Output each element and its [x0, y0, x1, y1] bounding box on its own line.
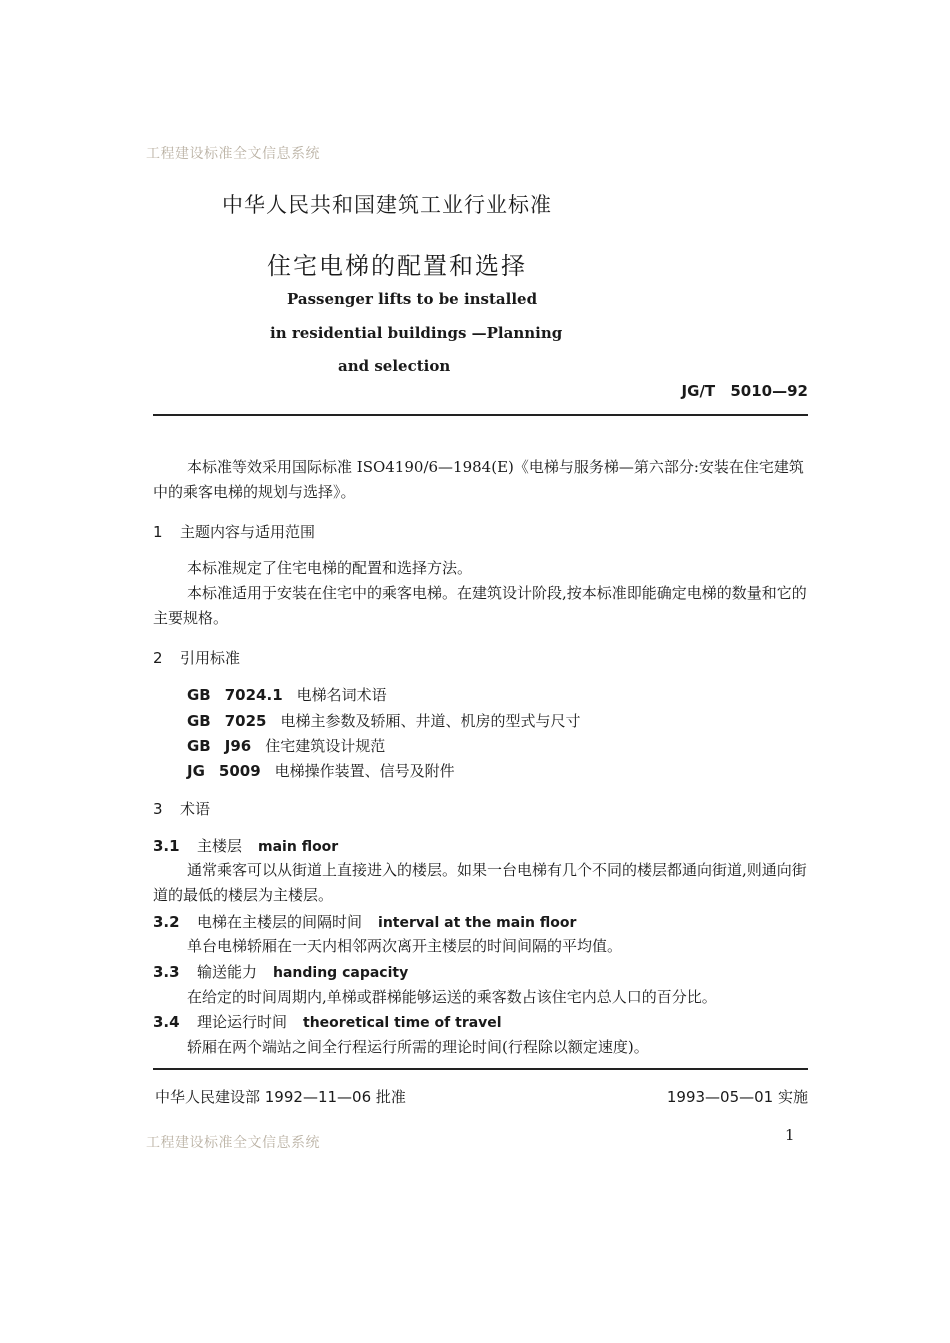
- ref-code: GB: [187, 712, 211, 730]
- intro-paragraph: 本标准等效采用国际标准 ISO4190/6—1984(E)《电梯与服务梯—第六部分:安装在住宅建筑中的乘客电梯的规划与选择》。: [153, 458, 804, 501]
- term-number: 3.4: [153, 1013, 180, 1031]
- term-en: handing capacity: [273, 965, 409, 981]
- term-definition: 轿厢在两个端站之间全行程运行所需的理论时间(行程除以额定速度)。: [187, 1038, 649, 1056]
- approval-note: 中华人民建设部 1992—11—06 批准: [155, 1088, 406, 1106]
- reference-item: [187, 710, 581, 731]
- term-definition: 在给定的时间周期内,单梯或群梯能够运送的乘客数占该住宅内总人口的百分比。: [187, 988, 717, 1006]
- page-title: 住宅电梯的配置和选择: [267, 252, 527, 280]
- term-number: 3.1: [153, 837, 180, 855]
- watermark-bottom: 工程建设标准全文信息系统: [146, 1135, 320, 1151]
- section-1-heading: [153, 521, 315, 542]
- ref-title: 电梯主参数及轿厢、井道、机房的型式与尺寸: [280, 712, 581, 730]
- ref-number: 5009: [218, 762, 261, 780]
- term-heading: [153, 911, 576, 932]
- ref-title: 住宅建筑设计规范: [265, 737, 386, 755]
- section-2-heading: [153, 647, 240, 668]
- term-heading: [153, 961, 408, 982]
- term-zh: 主楼层: [197, 837, 243, 855]
- term-definition: 单台电梯轿厢在一天内相邻两次离开主楼层的时间间隔的平均值。: [187, 937, 623, 955]
- term-heading: [153, 1011, 502, 1032]
- term-definition: 通常乘客可以从街道上直接进入的楼层。如果一台电梯有几个不同的楼层都通向街道,则通向街道的最低的楼层为主楼层。: [153, 861, 807, 904]
- ref-number: 7024.1: [224, 686, 283, 704]
- term-en: main floor: [258, 839, 339, 855]
- standard-category: 中华人民共和国建筑工业行业标准: [222, 193, 552, 217]
- term-number: 3.2: [153, 913, 180, 931]
- section-2-number: 2: [153, 649, 163, 667]
- section-1-para-2: 本标准适用于安装在住宅中的乘客电梯。在建筑设计阶段,按本标准即能确定电梯的数量和它的主要规格。: [153, 584, 807, 627]
- section-3-number: 3: [153, 800, 163, 818]
- reference-item: [187, 684, 387, 705]
- page-number: 1: [785, 1126, 795, 1144]
- term-zh: 输送能力: [197, 963, 258, 981]
- section-3-heading: [153, 798, 210, 819]
- footer-divider: [153, 1068, 808, 1070]
- section-1-para-1: 本标准规定了住宅电梯的配置和选择方法。: [187, 559, 473, 577]
- watermark-top: 工程建设标准全文信息系统: [146, 146, 320, 162]
- term-en: interval at the main floor: [378, 915, 577, 931]
- title-en-line3: and selection: [338, 357, 451, 375]
- section-2-title: 引用标准: [180, 649, 241, 667]
- term-number: 3.3: [153, 963, 180, 981]
- header-divider: [153, 414, 808, 416]
- ref-code: GB: [187, 686, 211, 704]
- standard-code: JG/T 5010—92: [681, 382, 808, 400]
- term-heading: [153, 835, 338, 856]
- reference-item: [187, 735, 385, 756]
- section-1-number: 1: [153, 523, 163, 541]
- ref-number: J96: [224, 737, 252, 755]
- reference-item: [187, 760, 455, 781]
- ref-title: 电梯操作装置、信号及附件: [274, 762, 455, 780]
- ref-code: JG: [187, 762, 205, 780]
- section-3-title: 术语: [180, 800, 211, 818]
- term-zh: 电梯在主楼层的间隔时间: [197, 913, 363, 931]
- effective-date: 1993—05—01 实施: [666, 1088, 808, 1106]
- ref-title: 电梯名词术语: [296, 686, 387, 704]
- section-1-title: 主题内容与适用范围: [180, 523, 316, 541]
- ref-number: 7025: [224, 712, 267, 730]
- ref-code: GB: [187, 737, 211, 755]
- title-en-line2: in residential buildings —Planning: [270, 324, 563, 342]
- term-zh: 理论运行时间: [197, 1013, 288, 1031]
- title-en-line1: Passenger lifts to be installed: [287, 290, 538, 308]
- term-en: theoretical time of travel: [303, 1015, 502, 1031]
